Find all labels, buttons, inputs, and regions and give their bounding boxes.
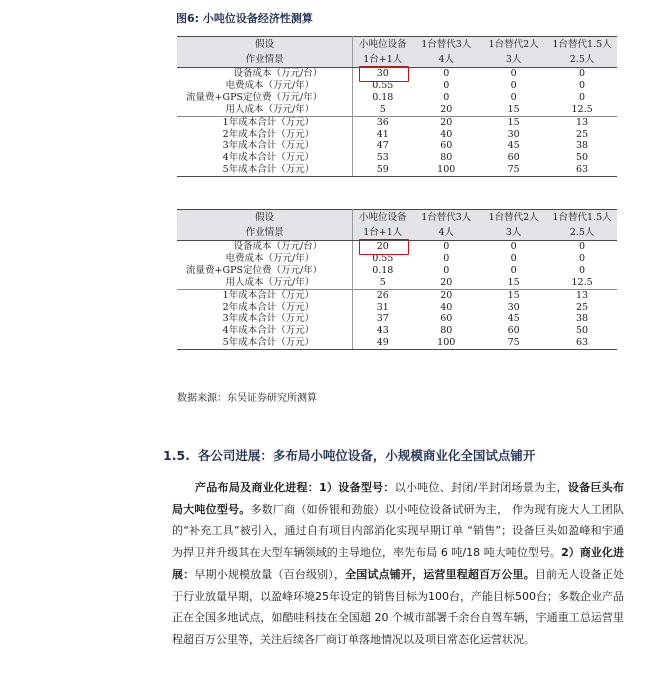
- table-row: [177, 302, 617, 314]
- table-cell: 60: [507, 152, 520, 164]
- header-cell: 小吨位设备: [353, 37, 413, 53]
- header-row: [177, 210, 617, 226]
- table-cell: 30: [507, 128, 520, 140]
- table-cell: 30: [507, 301, 520, 313]
- table-cell: 0: [443, 264, 450, 276]
- cost-table-2: [177, 209, 617, 350]
- table-cell: 31: [376, 301, 389, 313]
- table-cell: 60: [440, 313, 453, 325]
- table-cell: 0: [443, 241, 450, 252]
- table-cell: 13: [547, 116, 617, 128]
- header-cell: 4人: [412, 52, 480, 68]
- table-cell: 5: [379, 276, 386, 288]
- table-cell: 5: [379, 103, 386, 115]
- highlight-box: 30: [376, 68, 389, 79]
- table-cell: 0: [510, 91, 517, 103]
- header-cell: 3人: [480, 52, 547, 68]
- header-cell: 1台+1人: [353, 52, 413, 68]
- row-label: 2年成本合计（万元）: [177, 302, 353, 314]
- table-cell: 15: [480, 289, 547, 301]
- table-cell: 80: [440, 325, 453, 337]
- table-cell: 80: [440, 152, 453, 164]
- row-label: 4年成本合计（万元）: [177, 152, 353, 164]
- table-row: [177, 68, 617, 80]
- table-cell: 0.18: [372, 91, 394, 103]
- header-cell: 1台替代2人: [480, 210, 547, 226]
- row-label: 电费成本（万元/年）: [177, 253, 353, 265]
- table-cell: 100: [412, 164, 480, 176]
- header-cell: 假设: [177, 210, 353, 226]
- table-cell: 37: [376, 313, 389, 325]
- table-row: [177, 140, 617, 152]
- table-cell: 63: [547, 164, 617, 176]
- table-row: [177, 104, 617, 116]
- table-cell: 15: [507, 276, 520, 288]
- table-cell: 0: [579, 91, 586, 103]
- table-row: [177, 265, 617, 277]
- table-cell: 25: [576, 301, 589, 313]
- body-text: 早期小规模放量（百台级别），: [194, 567, 346, 581]
- section-title-text: 各公司进展：多布局小吨位设备，小规模商业化全国试点铺开: [197, 448, 536, 463]
- table-cell: 50: [576, 325, 589, 337]
- header-cell: 1台替代1.5人: [547, 210, 617, 226]
- table-row: [177, 152, 617, 164]
- table-row: [177, 325, 617, 337]
- table-cell: 20: [412, 289, 480, 301]
- table-cell: 0.55: [372, 79, 394, 91]
- bold-text: 产品布局及商业化进程：1）设备型号：: [195, 481, 395, 494]
- table-row: [177, 129, 617, 141]
- header-cell: 小吨位设备: [353, 210, 413, 226]
- table-cell: 0: [579, 79, 586, 91]
- header-cell: 4人: [412, 225, 480, 241]
- table-cell: 47: [376, 140, 389, 152]
- row-label: 设备成本（万元/台）: [177, 68, 353, 80]
- highlight-box: 20: [376, 241, 389, 252]
- table-row: [177, 313, 617, 325]
- row-label: 流量费+GPS定位费（万元/年）: [177, 92, 353, 104]
- table-cell: 53: [376, 152, 389, 164]
- table-row: [177, 92, 617, 104]
- bold-text: 全国试点铺开，运营里程超百万公里。: [345, 567, 535, 581]
- row-label: 用人成本（万元/年）: [177, 104, 353, 116]
- cost-table-1: [177, 36, 617, 177]
- table-cell: 20: [440, 276, 453, 288]
- row-label: 3年成本合计（万元）: [177, 313, 353, 325]
- table-cell: 75: [480, 164, 547, 176]
- table-row: [177, 289, 617, 301]
- header-cell: 假设: [177, 37, 353, 53]
- row-label: 2年成本合计（万元）: [177, 129, 353, 141]
- table-cell: 60: [440, 140, 453, 152]
- header-cell: 作业情景: [177, 225, 353, 241]
- body-paragraph: [172, 477, 624, 651]
- header-cell: 2.5人: [547, 225, 617, 241]
- body-text: 以小吨位、封闭/半封闭场景为主，: [394, 481, 568, 494]
- row-label: 5年成本合计（万元）: [177, 337, 353, 349]
- table-cell: 38: [576, 313, 589, 325]
- table-row: [177, 337, 617, 349]
- body-text: 目前无人设备正处于行业放量早期，以盈峰环境25年设定的销售目标为100台，产能目标500台；多数企业产品正在全国多地试点，如酷哇科技在全国超 20 个城市部署千余台自驾车辆，宇通重工总运营里程超百万公里等，关注后续各厂商订单落地情况以及项目常态化运营状况。: [172, 567, 625, 646]
- table-cell: [353, 68, 413, 80]
- table-cell: 0: [443, 68, 450, 79]
- data-source: 数据来源：东吴证券研究所测算: [177, 393, 317, 404]
- table-cell: 0: [579, 252, 586, 264]
- table-cell: 0: [579, 241, 586, 252]
- table-cell: 13: [547, 289, 617, 301]
- table-cell: 0: [510, 79, 517, 91]
- table-cell: 26: [353, 289, 413, 301]
- bold-text: 设备巨头布局大吨位型号。: [172, 481, 624, 516]
- table-cell: 59: [353, 164, 413, 176]
- row-label: 1年成本合计（万元）: [177, 116, 353, 128]
- body-text: 多数厂商（如侨银和劲旅）以小吨位设备试研为主， 作为现有庞大人工团队的“补充工具”被引入，通过自有项目内部消化实现早期订单 “销售”；设备巨头如盈峰和宇通为捍卫并升级其在大型车辆领域的主导地位，率先布局 6 吨/18 吨大吨位型号。: [172, 502, 625, 560]
- row-label: 1年成本合计（万元）: [177, 289, 353, 301]
- table-cell: 12.5: [571, 276, 593, 288]
- bold-text: 2）商业化进展：: [172, 546, 624, 581]
- table-cell: 0: [510, 264, 517, 276]
- header-cell: 1台替代1.5人: [547, 37, 617, 53]
- table-cell: 0.55: [372, 252, 394, 264]
- table-cell: 0: [510, 68, 517, 79]
- table-cell: 0: [510, 241, 517, 252]
- table-cell: 15: [507, 103, 520, 115]
- table-cell: 75: [480, 337, 547, 349]
- table-cell: 49: [353, 337, 413, 349]
- header-cell: 1台替代2人: [480, 37, 547, 53]
- figure-title: 图6: 小吨位设备经济性测算: [176, 12, 313, 25]
- row-label: 用人成本（万元/年）: [177, 277, 353, 289]
- header-cell: 1台替代3人: [412, 210, 480, 226]
- table-cell: 36: [353, 116, 413, 128]
- table-cell: 43: [376, 325, 389, 337]
- table-cell: 0: [579, 264, 586, 276]
- table-cell: 0: [579, 68, 586, 79]
- row-label: 5年成本合计（万元）: [177, 164, 353, 176]
- section-number: 1.5.: [163, 448, 190, 463]
- header-row: [177, 37, 617, 53]
- row-label: 3年成本合计（万元）: [177, 140, 353, 152]
- table-cell: 0.18: [372, 264, 394, 276]
- row-label: 设备成本（万元/台）: [177, 241, 353, 253]
- table-cell: 38: [576, 140, 589, 152]
- header-cell: 2.5人: [547, 52, 617, 68]
- row-label: 电费成本（万元/年）: [177, 80, 353, 92]
- table-row: [177, 164, 617, 176]
- table-cell: 40: [440, 301, 453, 313]
- table-cell: 50: [576, 152, 589, 164]
- table-cell: 0: [443, 79, 450, 91]
- table-cell: 0: [443, 91, 450, 103]
- table-cell: 100: [412, 337, 480, 349]
- table-cell: [353, 241, 413, 253]
- table-cell: 12.5: [571, 103, 593, 115]
- header-cell: 3人: [480, 225, 547, 241]
- table-cell: 0: [443, 252, 450, 264]
- row-label: 流量费+GPS定位费（万元/年）: [177, 265, 353, 277]
- table-cell: 60: [507, 325, 520, 337]
- table-cell: 45: [507, 313, 520, 325]
- row-label: 4年成本合计（万元）: [177, 325, 353, 337]
- header-cell: 1台替代3人: [412, 37, 480, 53]
- table-cell: 0: [510, 252, 517, 264]
- table-cell: 63: [547, 337, 617, 349]
- table-cell: 15: [480, 116, 547, 128]
- table-cell: 20: [440, 103, 453, 115]
- table-cell: 20: [412, 116, 480, 128]
- table-row: [177, 277, 617, 289]
- section-heading: [163, 446, 535, 464]
- table-cell: 45: [507, 140, 520, 152]
- header-cell: 作业情景: [177, 52, 353, 68]
- table-row: [177, 241, 617, 253]
- table-cell: 41: [376, 128, 389, 140]
- table-cell: 25: [576, 128, 589, 140]
- table-cell: 40: [440, 128, 453, 140]
- header-cell: 1台+1人: [353, 225, 413, 241]
- table-row: [177, 116, 617, 128]
